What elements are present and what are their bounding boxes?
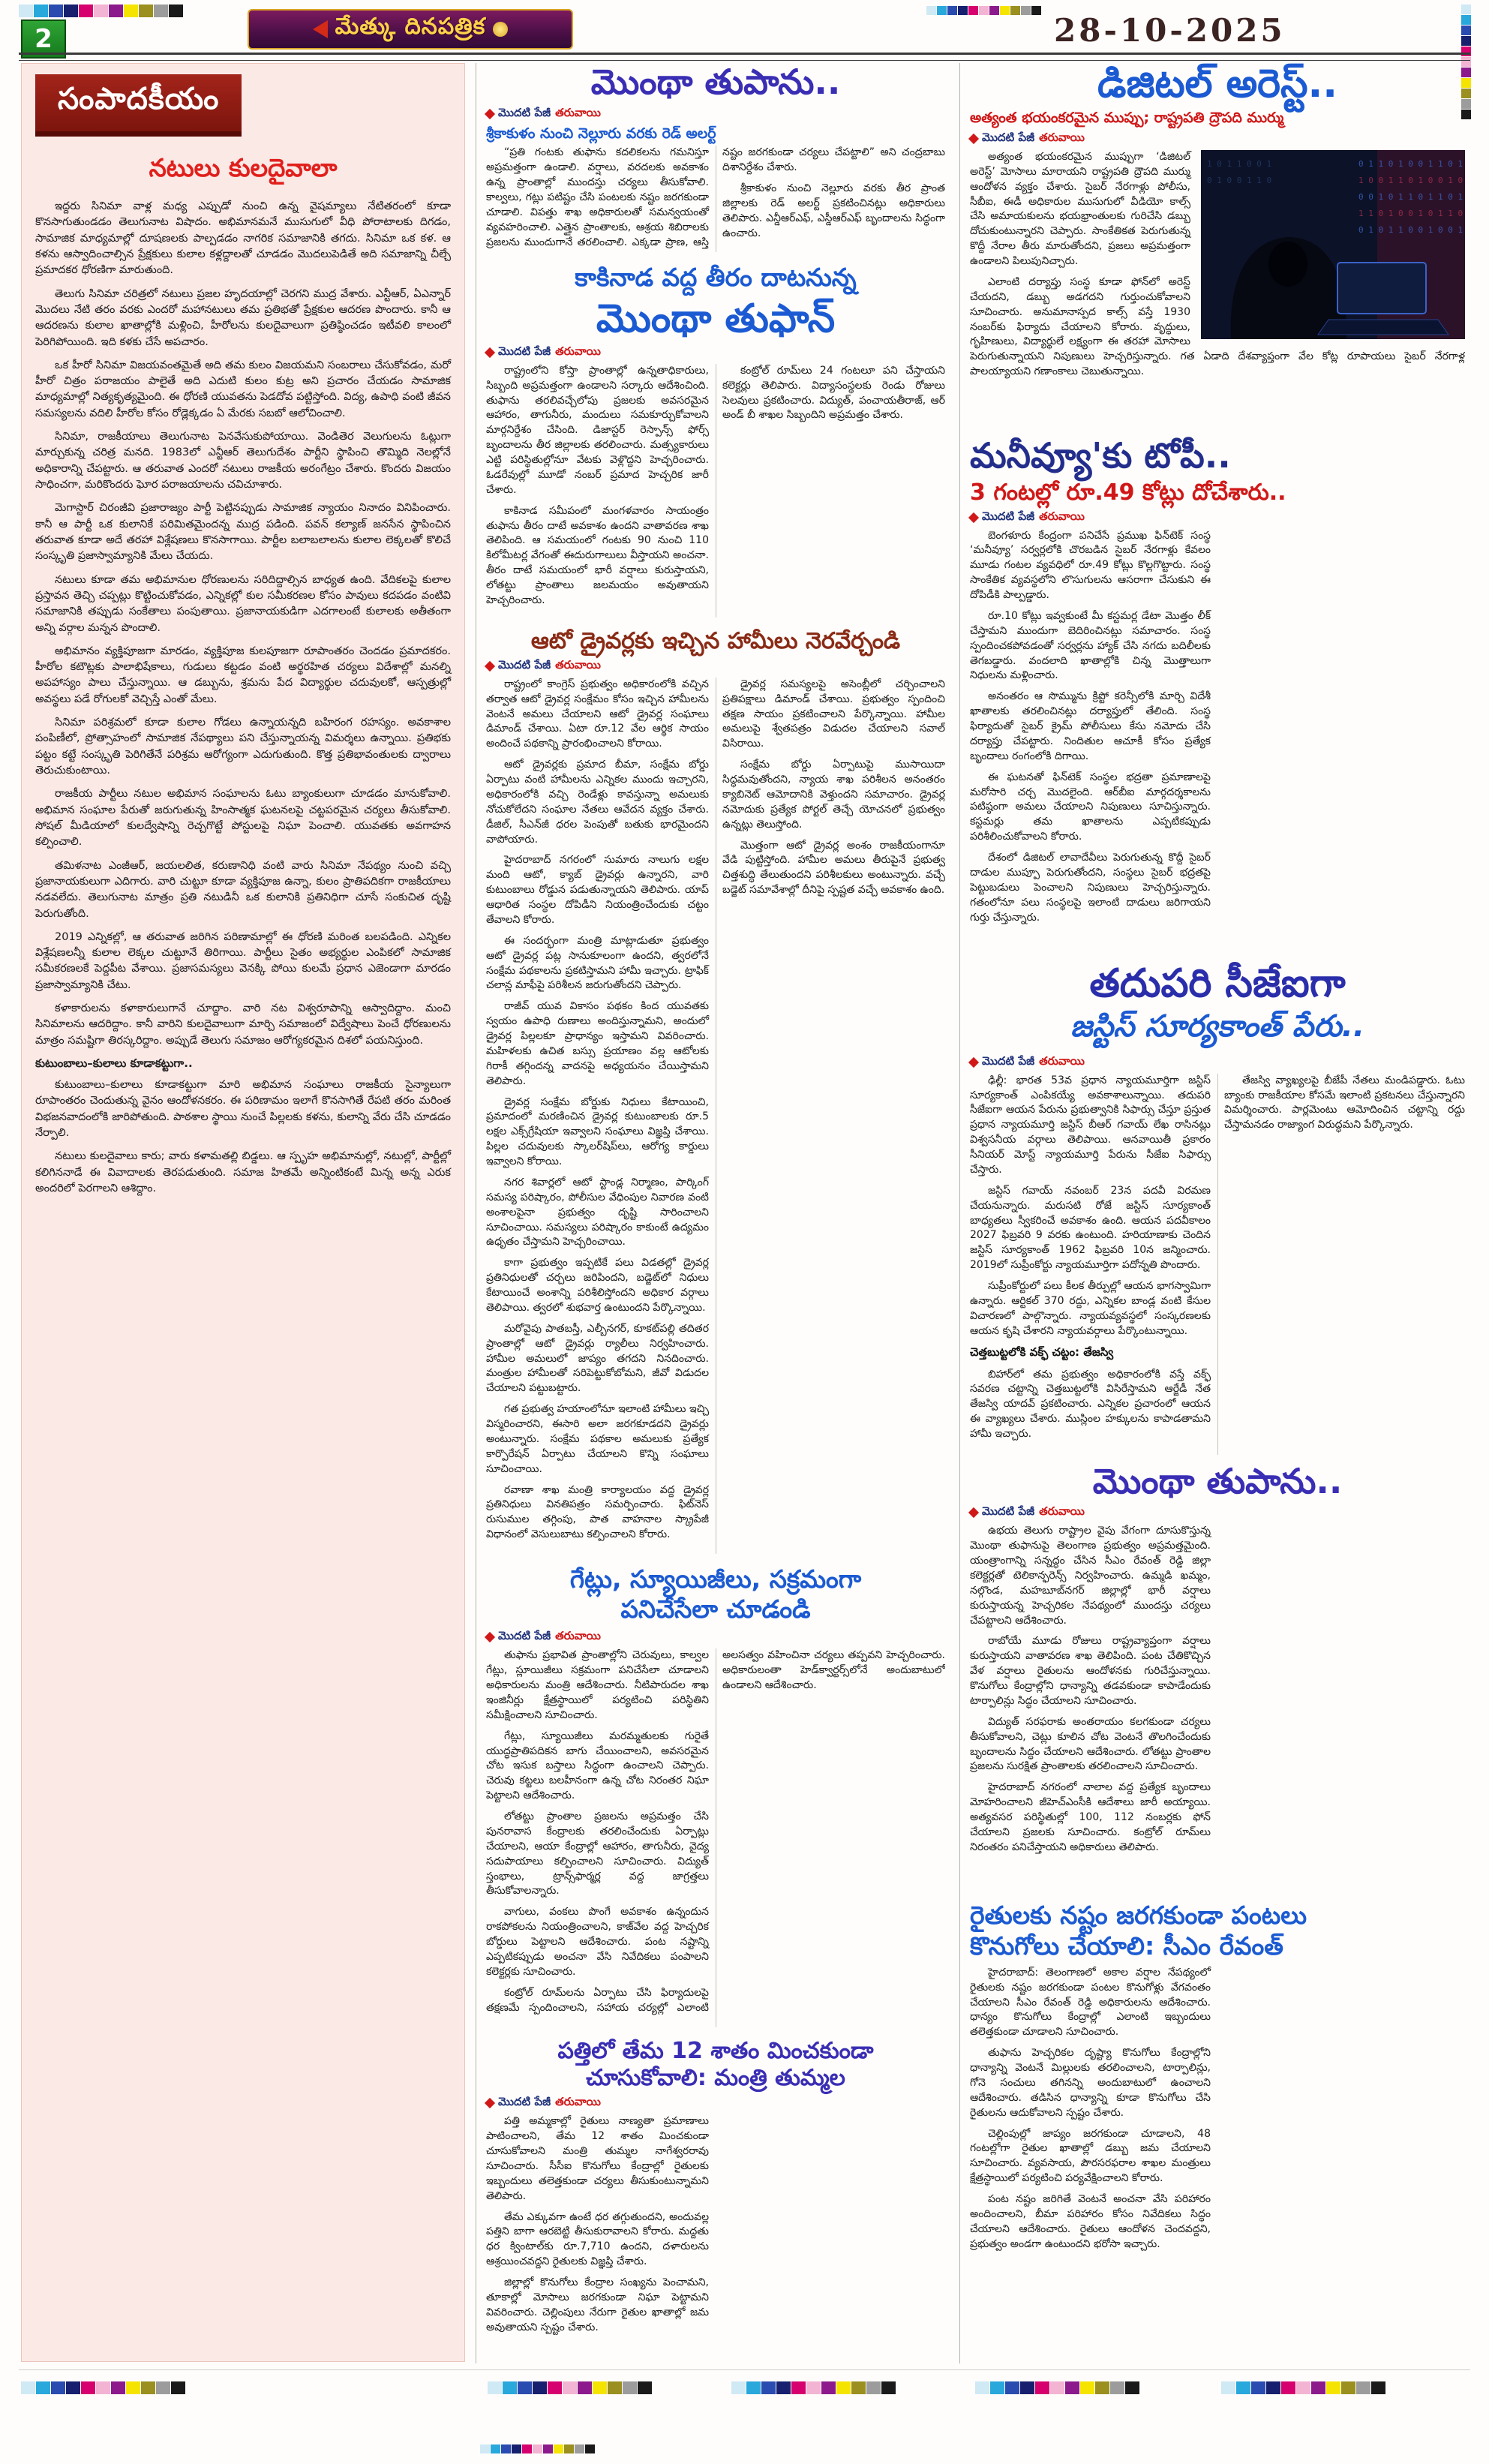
continued-label: మొదటి పేజీ <box>498 2095 551 2109</box>
color-swatch <box>1221 2381 1235 2394</box>
color-swatch <box>533 2444 542 2453</box>
paragraph: జిల్లాల్లో కొనుగోలు కేంద్రాల సంఖ్యను పెంచామని, తూకాల్లో మోసాలు జరగకుండా నిఘా పెట్టామని వివరించారు. చెల్లింపులు నేరుగా రైతుల ఖాతాల్లో జమ అవుతాయని స్పష్టం చేశారు. <box>486 2276 709 2333</box>
continued-icon <box>968 1057 979 1068</box>
paragraph: హైదరాబాద్: తెలంగాణలో అకాల వర్షాల నేపథ్యంలో రైతులకు నష్టం జరగకుండా పంటల కొనుగోళ్లు వేగవంతం చేయాలని సీఎం రేవంత్ రెడ్డి అధికారులను ఆదేశించారు. ధాన్యం కొనుగోలు కేంద్రాల్లో ఎలాంటి ఇబ్బందులు తలెత్తకుండా చూడాలని సూచించారు. <box>970 1966 1211 2039</box>
color-swatch <box>1050 2381 1064 2394</box>
masthead-title: మేత్కు దినపత్రిక <box>335 14 486 40</box>
continued-label-2: తరువాయి <box>555 344 601 358</box>
paragraph: మెగాస్టార్ చిరంజీవి ప్రజారాజ్యం పార్టీ పెట్టినప్పుడు సామాజిక న్యాయం నినాదం వినిపించారు. కానీ ఆ పార్టీ ఒక కులానికే పరిమితమైందన్న ముద్ర పడింది. పవన్ కల్యాణ్ జనసేన స్థాపించిన తరువాత కూడా అదే తరహా విశ్లేషణలు కొనసాగాయి. పార్టీల బలాబలాలను కులాల లెక్కలతో కొలిచే సంస్కృతి ప్రజాస్వామ్యానికి మేలు చేయదు. <box>35 502 451 563</box>
header-rule <box>19 53 1470 61</box>
color-swatch <box>171 2381 185 2394</box>
right-column <box>970 63 1465 2284</box>
farmers-headline-line1: రైతులకు నష్టం జరగకుండా పంటలు <box>970 1901 1307 1931</box>
paragraph: నగర శివార్లలో ఆటో స్టాండ్ల నిర్మాణం, పార్కింగ్ సమస్య పరిష్కారం, పోలీసుల వేధింపుల నివారణ వంటి అంశాలపైనా ప్రభుత్వం దృష్టి సారించాలని సూచించాయి. సమస్యలు పరిష్కారం కాకుంటే ఉద్యమం ఉధృతం చేస్తామని హెచ్చరించాయి. <box>486 1176 709 1249</box>
color-swatch <box>791 2381 806 2394</box>
paragraph: రాజకీయ పార్టీలు నటుల అభిమాన సంఘాలను ఓటు బ్యాంకులుగా చూడడం మానుకోవాలి. అభిమాన సంఘాల పేరుతో జరుగుతున్న హింసాత్మక ఘటనలపై చట్టపరమైన చర్యలు తీసుకోవాలి. సోషల్ మీడియాలో కులద్వేషాన్ని రెచ్చగొట్టే పోస్టులపై నిఘా పెంచాలి. యువతకు అవగాహన కల్పించాలి. <box>35 788 451 849</box>
registration-strip <box>975 2381 1139 2394</box>
color-swatch <box>554 2444 563 2453</box>
editorial-inline-subhead: కుటుంబాలు–కులాలు కూడాకట్టుగా.. <box>35 1056 193 1070</box>
color-swatch <box>761 2381 776 2394</box>
registration-strip <box>926 6 1041 15</box>
footer-rule <box>19 2369 1470 2370</box>
paragraph: శ్రీకాకుళం నుంచి నెల్లూరు వరకు తీర ప్రాంత జిల్లాలకు రెడ్ అలర్ట్ ప్రకటించినట్లు అధికారులు తెలిపారు. ఎన్డీఆర్ఎఫ్, ఎస్డీఆర్ఎఫ్ బృందాలను సిద్ధంగా ఉంచారు. <box>722 182 945 239</box>
color-swatch <box>593 2381 607 2394</box>
registration-strip <box>19 5 183 17</box>
paragraph: ఢిల్లీ: భారత 53వ ప్రధాన న్యాయమూర్తిగా జస్టిస్ సూర్యకాంత్ ఎంపికయ్యే అవకాశాలున్నాయి. తదుపరి సీజేఐగా ఆయన పేరును ప్రభుత్వానికి సిఫార్సు చేస్తూ ప్రస్తుత ప్రధాన న్యాయమూర్తి జస్టిస్ బీఆర్ గవాయ్ లేఖ రాసినట్లు విశ్వసనీయ వర్గాలు తెలిపాయి. ఆనవాయితీ ప్రకారం సీనియర్ మోస్ట్ న్యాయమూర్తి పేరును సీజేఐ సిఫార్సు చేస్తారు. <box>970 1074 1211 1176</box>
paragraph: తమిళనాట ఎంజీఆర్, జయలలిత, కరుణానిధి వంటి వారు సినిమా నేపథ్యం నుంచి వచ్చి ప్రజానాయకులుగా ఎదిగారు. వారి చుట్టూ కూడా వ్యక్తిపూజ ఉన్నా, కులం ప్రాతిపదికగా రాజకీయాలు నడవలేదు. తెలుగునాట మాత్రం ప్రతి నటుడినీ ఒక కులానికి ప్రతినిధిగా చూసే సంకుచిత దృష్టి పెరుగుతోంది. <box>35 859 451 920</box>
color-swatch <box>881 2381 896 2394</box>
color-swatch <box>1371 2381 1385 2394</box>
color-swatch <box>806 2381 821 2394</box>
continued-from-tag <box>486 1629 945 1645</box>
paragraph: మొత్తంగా ఆటో డ్రైవర్ల అంశం రాజకీయంగానూ వేడి పుట్టిస్తోంది. హామీల అమలు తీరుపైనే ప్రభుత్వ చిత్తశుద్ధి తేలుతుందని పరిశీలకులు అంటున్నారు. వచ్చే బడ్జెట్ సమావేశాల్లో దీనిపై స్పష్టత వచ్చే అవకాశం ఉంది. <box>722 839 945 897</box>
color-swatch <box>990 2381 1004 2394</box>
paragraph: ఒక హీరో సినిమా విజయవంతమైతే అది తమ కులం విజయమని సంబరాలు చేసుకోవడం, మరో హీరో చిత్రం పరాజయం పాలైతే అది ఎదుటి కులం కుట్ర అని ప్రచారం చేయడం సామాజిక మాధ్యమాల్లో నిత్యకృత్యమైంది. ఈ ధోరణి యువతను పెడదోవ పట్టిస్తోంది. విద్య, ఉపాధి వంటి జీవన సమస్యలను వదిలి హీరోల కోసం రోడ్లెక్కడం ఏ మేరకు సబబో ఆలోచించాలి. <box>35 359 451 419</box>
color-swatch <box>585 2444 595 2453</box>
paragraph: పత్తి అమ్మకాల్లో రైతులు నాణ్యతా ప్రమాణాలు పాటించాలని, తేమ 12 శాతం మించకుండా చూసుకోవాలని మంత్రి తుమ్మల నాగేశ్వరరావు సూచించారు. సీసీఐ కొనుగోలు కేంద్రాల్లో రైతులకు ఇబ్బందులు తలెత్తకుండా చర్యలు తీసుకుంటున్నామని తెలిపారు. <box>486 2115 709 2202</box>
continued-icon <box>968 134 979 144</box>
color-swatch <box>1020 2381 1034 2394</box>
continued-icon <box>485 661 495 672</box>
paragraph: నటులు కూడా తమ అభిమానుల ధోరణులను సరిదిద్దాల్సిన బాధ్యత ఉంది. వేదికలపై కులాల ప్రస్తావన తెచ్చి చప్పట్లు కొట్టించుకోవడం, ఎన్నికల్లో కుల సమీకరణల కోసం పావులు కదపడం వంటివి సమాజానికి తప్పుడు సంకేతాలు పంపుతాయి. ప్రజానాయకుడిగా ఎదగాలంటే కులాలకు అతీతంగా అన్ని వర్గాల మన్నన పొందాలి. <box>35 573 451 634</box>
laptop-screen <box>1337 263 1426 314</box>
gates-headline-line2: పనిచేసేలా చూడండి <box>620 1594 811 1624</box>
continued-label: మొదటి పేజీ <box>982 509 1035 523</box>
montha-lead-headline: మొంథా తుపాను.. <box>590 62 841 102</box>
color-swatch <box>937 6 947 15</box>
color-swatch <box>1461 5 1471 14</box>
continued-from-tag <box>486 2095 945 2111</box>
landfall-body <box>486 364 945 618</box>
color-swatch <box>1356 2381 1370 2394</box>
masthead-emblem-icon <box>493 22 508 37</box>
paragraph: కంట్రోల్ రూమ్‌లు 24 గంటలూ పని చేస్తాయని కలెక్టర్లు తెలిపారు. విద్యాసంస్థలకు రెండు రోజులు సెలవులు ప్రకటించారు. విద్యుత్, పంచాయతీరాజ్, ఆర్ అండ్ బీ శాఖల సిబ్బందిని అప్రమత్తం చేశారు. <box>722 364 945 422</box>
continued-label: మొదటి పేజీ <box>498 657 551 672</box>
paragraph: తుఫాను హెచ్చరికల దృష్ట్యా కొనుగోలు కేంద్రాల్లోని ధాన్యాన్ని వెంటనే మిల్లులకు తరలించాలని, టార్పాలిన్లు, గోనె సంచులు తగినన్ని అందుబాటులో ఉంచాలని ఆదేశించారు. తడిసిన ధాన్యాన్ని కూడా కొనుగోలు చేసి రైతులను ఆదుకోవాలని స్పష్టం చేశారు. <box>970 2047 1211 2119</box>
color-swatch <box>989 6 999 15</box>
color-swatch <box>821 2381 836 2394</box>
color-swatch <box>968 6 978 15</box>
continued-label-2: తరువాయి <box>1039 1504 1085 1519</box>
continued-icon <box>485 347 495 358</box>
continued-icon <box>485 109 495 119</box>
continued-label-2: తరువాయి <box>1039 1053 1085 1068</box>
paragraph: అత్యంత భయంకరమైన ముప్పుగా ‘డిజిటల్ అరెస్ట్’ మోసాలు మారాయని రాష్ట్రపతి ద్రౌపది ముర్ము ఆందోళన వ్యక్తం చేశారు. సైబర్ నేరగాళ్లు పోలీసు, సీబీఐ, ఈడీ అధికారుల ముసుగులో వీడియో కాల్స్ చేసి అమాయకులను భయభ్రాంతులకు గురిచేసి డబ్బు దోచుకుంటున్నారని చెప్పారు. సాంకేతికత పెరుగుతున్న కొద్దీ నేరాల తీరు మారుతోందని, ప్రజలు అప్రమత్తంగా ఉండాలని పిలుపునిచ్చారు. <box>970 150 1190 268</box>
color-swatch <box>1010 6 1020 15</box>
color-swatch <box>126 2381 140 2394</box>
svg-text:0 1 0 0 1 1 0: 0 1 0 0 1 1 0 <box>1207 175 1272 185</box>
registration-strip <box>731 2381 896 2394</box>
paragraph: ఈ ఘటనతో ఫిన్‌టెక్ సంస్థల భద్రతా ప్రమాణాలపై మరోసారి చర్చ మొదలైంది. ఆర్‌బీఐ మార్గదర్శకాలను పటిష్ఠంగా అమలు చేయాలని నిపుణులు సూచిస్తున్నారు. కస్టమర్లు తమ ఖాతాలను ఎప్పటికప్పుడు పరిశీలించుకోవాలని కోరారు. <box>970 771 1211 843</box>
color-swatch <box>34 5 48 17</box>
paragraph: హైదరాబాద్ నగరంలో నాలాల వద్ద ప్రత్యేక బృందాలు మోహరించాలని జీహెచ్ఎంసీకి ఆదేశాలు జారీ అయ్యాయి. అత్యవసర పరిస్థితుల్లో 100, 112 నంబర్లకు ఫోన్ చేయాలని ప్రజలకు సూచించారు. కంట్రోల్ రూమ్‌లు నిరంతరం పనిచేస్తాయని అధికారులు తెలిపారు. <box>970 1781 1211 1853</box>
color-swatch <box>21 2381 35 2394</box>
cji-inline-subhead: చెత్తబుట్టలోకి వక్ఫ్ చట్టం: తేజస్వి <box>970 1345 1114 1359</box>
color-swatch <box>563 2381 577 2394</box>
color-swatch <box>926 6 936 15</box>
color-swatch <box>623 2381 637 2394</box>
continued-from-tag <box>970 1504 1465 1521</box>
color-swatch <box>66 2381 80 2394</box>
masthead-banner <box>248 9 573 50</box>
color-swatch <box>96 2381 110 2394</box>
paragraph: తుఫాను ప్రభావిత ప్రాంతాల్లోని చెరువులు, కాల్వల గేట్లు, స్లూయిజీలు సక్రమంగా పనిచేసేలా చూడాలని అధికారులను మంత్రి ఆదేశించారు. నీటిపారుదల శాఖ ఇంజినీర్లు క్షేత్రస్థాయిలో పర్యటించి పరిస్థితిని సమీక్షించాలని సూచించారు. <box>486 1649 709 1721</box>
laptop-keyboard <box>1318 320 1448 335</box>
color-swatch <box>141 2381 155 2394</box>
svg-text:1 0 0 1 1 0 1 0 0 1 0: 1 0 0 1 1 0 1 0 0 1 0 <box>1358 175 1463 185</box>
montha-ts-body <box>970 1524 1465 1893</box>
color-swatch <box>503 2381 517 2394</box>
paragraph: రాబోయే మూడు రోజులు రాష్ట్రవ్యాప్తంగా వర్షాలు కురుస్తాయని వాతావరణ శాఖ తెలిపింది. పంట చేతికొచ్చిన వేళ వర్షాలు రైతులను ఆందోళనకు గురిచేస్తున్నాయి. కొనుగోలు కేంద్రాల్లోని ధాన్యాన్ని తడవకుండా కాపాడేందుకు టార్పాలిన్లు సిద్ధం చేయాలని సూచించారు. <box>970 1635 1211 1707</box>
paragraph: కంట్రోల్ రూమ్‌లను ఏర్పాటు చేసి ఫిర్యాదులపై తక్షణమే స్పందించాలని, సహాయ చర్యల్లో ఎలాంటి అలసత్వం వహించినా చర్యలు తప్పవని హెచ్చరించారు. అధికారులంతా హెడ్‌క్వార్టర్స్‌లోనే అందుబాటులో ఉండాలని ఆదేశించారు. <box>486 1649 945 2014</box>
color-swatch <box>1236 2381 1250 2394</box>
paragraph: తెలుగు సినిమా చరిత్రలో నటులు ప్రజల హృదయాల్లో చెరగని ముద్ర వేశారు. ఎన్టీఆర్, ఏఎన్నార్ మొదలు నేటి తరం వరకు ఎందరో మహానటులు తమ ప్రతిభతో ప్రేక్షకుల ఆదరణ పొందారు. కానీ ఆ ఆదరణను కులాల ఖాతాల్లోకి మళ్లించి, హీరోలను కులదైవాలుగా ప్రతిష్ఠించడం ఇటీవలి కాలంలో పెరిగిపోయింది. ఇది కళకు చేసే అపచారం. <box>35 287 451 348</box>
paragraph: బెంగళూరు కేంద్రంగా పనిచేసే ప్రముఖ ఫిన్‌టెక్ సంస్థ ‘మనీవ్యూ’ సర్వర్లలోకి చొరబడిన సైబర్ నేరగాళ్లు కేవలం మూడు గంటల వ్యవధిలో రూ.49 కోట్లు కొల్లగొట్టారు. సంస్థ సాంకేతిక వ్యవస్థలోని లొసుగులను ఆసరాగా చేసుకుని ఈ దోపిడీకి పాల్పడ్డారు. <box>970 529 1211 601</box>
color-swatch <box>866 2381 881 2394</box>
paragraph: తేజస్వి వ్యాఖ్యలపై బీజేపీ నేతలు మండిపడ్డారు. ఓటు బ్యాంకు రాజకీయాల కోసమే ఇలాంటి ప్రకటనలు చేస్తున్నారని విమర్శించారు. పార్లమెంటు ఆమోదించిన చట్టాన్ని రద్దు చేస్తామనడం రాజ్యాంగ విరుద్ధమని పేర్కొన్నారు. <box>1224 1074 1465 1131</box>
paragraph: డ్రైవర్ల సమస్యలపై అసెంబ్లీలో చర్చించాలని ప్రతిపక్షాలు డిమాండ్ చేశాయి. ప్రభుత్వం స్పందించి తక్షణ సాయం ప్రకటించాలని పేర్కొన్నాయి. హామీల అమలుపై శ్వేతపత్రం విడుదల చేయాలని సవాల్ విసిరాయి. <box>722 678 945 750</box>
continued-from-tag <box>970 131 1465 147</box>
continued-label: మొదటి పేజీ <box>982 1504 1035 1519</box>
registration-strip <box>21 2381 185 2394</box>
svg-text:0 1 1 0 1 0 0 1 1 0 1: 0 1 1 0 1 0 0 1 1 0 1 <box>1358 158 1463 169</box>
color-swatch <box>575 2444 584 2453</box>
paragraph: అభిమానం వ్యక్తిపూజగా మారడం, వ్యక్తిపూజ కులపూజగా రూపాంతరం చెందడం ప్రమాదకరం. హీరోల కటౌట్లకు పాలాభిషేకాలు, గుడులు కట్టడం వంటి అర్థరహిత చర్యలు విదేశాల్లో మనల్ని అపహాస్యం పాలు చేస్తున్నాయి. ఆ డబ్బును, శ్రమను పేద విద్యార్థుల చదువులకో, ఆస్పత్రుల్లో అవస్థలు పడే రోగులకో వెచ్చిస్తే ఎంతో మేలు. <box>35 645 451 705</box>
digital-arrest-photo <box>1201 150 1465 339</box>
landfall-kicker: కాకినాడ వద్ద తీరం దాటనున్న <box>575 263 857 293</box>
continued-label: మొదటి పేజీ <box>982 130 1035 144</box>
color-swatch <box>533 2381 547 2394</box>
moneyview-body <box>970 529 1465 955</box>
paragraph: వాగులు, వంకలు పొంగే అవకాశం ఉన్నందున రాకపోకలను నియంత్రించాలని, కాజ్‌వేల వద్ద హెచ్చరిక బోర్డులు పెట్టాలని ఆదేశించారు. పంట నష్టాన్ని ఎప్పటికప్పుడు అంచనా వేసి నివేదికలు పంపాలని కలెక్టర్లకు సూచించారు. <box>486 1906 709 1978</box>
paragraph: ఇద్దరు సినిమా వాళ్ల మధ్య ఎప్పుడో నుంచి ఉన్న వైషమ్యాలు నేటితరంలో కూడా కొనసాగుతుండడం తెలుగునాట విషాదం. అభిమానమనే ముసుగులో వీధి పోరాటాలకు దిగడం, సామాజిక మాధ్యమాల్లో దూషణలకు పాల్పడడం నాగరిక సమాజానికి తగదు. సినిమా ఒక కళ. ఆ కళను ఆస్వాదించాల్సిన ప్రేక్షకులు కులాల కళ్లద్దాలతో చూడడం మొదలుపెడితే అది సమాజాన్ని చీల్చే ప్రమాదకర ధోరణిగా మారుతుంది. <box>35 200 451 277</box>
continued-from-tag <box>486 106 945 122</box>
color-swatch <box>1031 6 1041 15</box>
color-swatch <box>1461 36 1471 46</box>
landfall-headline: మొంథా తుఫాన్ <box>596 296 836 341</box>
color-swatch <box>564 2444 574 2453</box>
color-swatch <box>64 5 78 17</box>
digital-arrest-headline: డిజిటల్ అరెస్ట్.. <box>1097 62 1338 107</box>
montha-ts-headline: మొంథా తుపాను.. <box>1092 1460 1343 1501</box>
color-swatch <box>139 5 153 17</box>
editorial-section-title: సంపాదకీయం <box>35 74 242 137</box>
color-swatch <box>518 2381 532 2394</box>
color-swatch <box>975 2381 989 2394</box>
svg-text:1 1 0 1 0 0 1 0 1 1 0: 1 1 0 1 0 0 1 0 1 1 0 <box>1358 208 1463 218</box>
page-number: 2 <box>21 20 66 59</box>
paragraph: జస్టిస్ గవాయ్ నవంబర్ 23న పదవీ విరమణ చేయనున్నారు. మరుసటి రోజే జస్టిస్ సూర్యకాంత్ బాధ్యతలు స్వీకరించే అవకాశం ఉంది. ఆయన పదవీకాలం 2027 ఫిబ్రవరి 9 వరకు ఉంటుంది. హరియాణాకు చెందిన జస్టిస్ సూర్యకాంత్ 1962 ఫిబ్రవరి 10న జన్మించారు. 2019లో సుప్రీంకోర్టు న్యాయమూర్తిగా పదోన్నతి పొందారు. <box>970 1184 1211 1272</box>
continued-label-2: తరువాయి <box>555 657 601 672</box>
color-swatch <box>51 2381 65 2394</box>
continued-label-2: తరువాయి <box>1039 509 1085 523</box>
paragraph: గత ప్రభుత్వ హయాంలోనూ ఇలాంటి హామీలు ఇచ్చి విస్మరించారని, ఈసారి అలా జరగకూడదని డ్రైవర్లు అంటున్నారు. సంక్షేమ పథకాల అమలుకు ప్రత్యేక కార్పొరేషన్ ఏర్పాటు చేయాలని కొన్ని సంఘాలు సూచించాయి. <box>486 1403 709 1475</box>
paragraph: లోతట్టు ప్రాంతాల ప్రజలను అప్రమత్తం చేసి పునరావాస కేంద్రాలకు తరలించేందుకు ఏర్పాట్లు చేయాలని, ఆయా కేంద్రాల్లో ఆహారం, తాగునీరు, వైద్య సదుపాయాలు కల్పించాలని సూచించారు. విద్యుత్ స్తంభాలు, ట్రాన్స్‌ఫార్మర్ల వద్ద జాగ్రత్తలు తీసుకోవాలన్నారు. <box>486 1810 709 1898</box>
paragraph: విద్యుత్ సరఫరాకు అంతరాయం కలగకుండా చర్యలు తీసుకోవాలని, చెట్లు కూలిన చోట వెంటనే తొలగించేందుకు బృందాలను సిద్ధం చేయాలని ఆదేశించారు. లోతట్టు ప్రాంతాల ప్రజలను సురక్షిత ప్రాంతాలకు తరలించాలని సూచించారు. <box>970 1715 1211 1773</box>
color-swatch <box>776 2381 791 2394</box>
svg-text:0 0 1 0 1 1 0 1 1 0 1: 0 0 1 0 1 1 0 1 1 0 1 <box>1358 191 1463 202</box>
paragraph: హైదరాబాద్ నగరంలో సుమారు నాలుగు లక్షల మంది ఆటో, క్యాబ్ డ్రైవర్లు ఉన్నారని, వారి కుటుంబాలు రోడ్డున పడుతున్నాయని తెలిపారు. యాప్ ఆధారిత సంస్థల దోపిడీని నియంత్రించేందుకు చట్టం తేవాలని కోరారు. <box>486 854 709 926</box>
paragraph: పంట నష్టం జరిగితే వెంటనే అంచనా వేసి పరిహారం అందించాలని, బీమా పరిహారం కోసం నివేదికలు సిద్ధం చేయాలని ఆదేశించారు. రైతులు ఆందోళన చెందవద్దని, ప్రభుత్వం అండగా ఉంటుందని భరోసా ఇచ్చారు. <box>970 2193 1211 2250</box>
digital-arrest-subhead: అత్యంత భయంకరమైన ముప్పు; రాష్ట్రపతి ద్రౌపది ముర్ము <box>970 110 1284 127</box>
digital-arrest-body-wrap <box>970 150 1465 429</box>
color-swatch <box>1461 26 1471 35</box>
color-swatch <box>501 2444 511 2453</box>
color-swatch <box>1005 2381 1019 2394</box>
color-swatch <box>1266 2381 1280 2394</box>
gates-body <box>486 1648 945 2027</box>
paragraph: “ప్రతి గంటకు తుఫాను కదలికలను గమనిస్తూ అప్రమత్తంగా ఉండాలి. వర్షాలు, వరదలకు అవకాశం ఉన్న ప్రాంతాల్లో ముందస్తు చర్యలు తీసుకోవాలి. కాల్వలు, గట్లు పటిష్టం చేసి పంటలకు నష్టం జరగకుండా చూడాలి. విపత్తు శాఖ అధికారులతో సమన్వయంతో వ్యవహరించాలి. ఎత్తైన ప్రాంతాలకు, ఆశ్రయ శిబిరాలకు ప్రజలను ముందుగానే తరలించాలి. ఎక్కడా ప్రాణ, ఆస్తి నష్టం జరగకుండా చర్యలు చేపట్టాలి” అని చంద్రబాబు దిశానిర్దేశం చేశారు. <box>486 146 945 248</box>
editorial-body-continued <box>35 1077 451 1197</box>
cotton-headline-line1: పత్తిలో తేమ 12 శాతం మించకుండా <box>557 2038 874 2065</box>
color-swatch <box>94 5 108 17</box>
color-swatch <box>638 2381 652 2394</box>
color-swatch <box>548 2381 562 2394</box>
moneyview-headline: మనీవ్యూ'కు టోపీ.. <box>970 434 1231 476</box>
color-swatch <box>1326 2381 1340 2394</box>
continued-label-2: తరువాయి <box>555 105 601 119</box>
paragraph: అనంతరం ఆ సొమ్మును క్రిప్టో కరెన్సీలోకి మార్చి విదేశీ ఖాతాలకు తరలించినట్లు దర్యాప్తులో తేలింది. సంస్థ ఫిర్యాదుతో సైబర్ క్రైమ్ పోలీసులు కేసు నమోదు చేసి దర్యాప్తు చేపట్టారు. నిందితుల ఆచూకీ కోసం ప్రత్యేక బృందాలు రంగంలోకి దిగాయి. <box>970 690 1211 762</box>
color-swatch <box>608 2381 622 2394</box>
color-swatch <box>1281 2381 1295 2394</box>
paragraph: బిహార్‌లో తమ ప్రభుత్వం అధికారంలోకి వస్తే వక్ఫ్ సవరణ చట్టాన్ని చెత్తబుట్టలోకి విసిరేస్తామని ఆర్జేడీ నేత తేజస్వి యాదవ్ ప్రకటించారు. ఎన్నికల ప్రచారంలో ఆయన ఈ వ్యాఖ్యలు చేశారు. ముస్లింల హక్కులను కాపాడతామని హామీ ఇచ్చారు. <box>970 1368 1211 1441</box>
continued-icon <box>968 1507 979 1518</box>
paragraph: కాకినాడ సమీపంలో మంగళవారం సాయంత్రం తుఫాను తీరం దాటే అవకాశం ఉందని వాతావరణ శాఖ తెలిపింది. ఆ సమయంలో గంటకు 90 నుంచి 110 కిలోమీటర్ల వేగంతో ఈదురుగాలులు వీస్తాయని అంచనా. తీరం దాటే సమయంలో భారీ వర్షాలు కురుస్తాయని, లోతట్టు ప్రాంతాలు జలమయం అవుతాయని హెచ్చరించారు. <box>486 504 709 606</box>
color-swatch <box>79 5 93 17</box>
paragraph: సంక్షేమ బోర్డు ఏర్పాటుపై ముసాయిదా సిద్ధమవుతోందని, న్యాయ శాఖ పరిశీలన అనంతరం క్యాబినెట్ ఆమోదానికి వెళ్తుందని సమాచారం. డ్రైవర్ల నమోదుకు ప్రత్యేక పోర్టల్ తెచ్చే యోచనలో ప్రభుత్వం ఉన్నట్లు తెలుస్తోంది. <box>722 759 945 831</box>
continued-icon <box>968 512 979 522</box>
paragraph: సినిమా, రాజకీయాలు తెలుగునాట పెనవేసుకుపోయాయి. వెండితెర వెలుగులను ఓట్లుగా మార్చుకున్న చరిత్ర మనది. 1983లో ఎన్టీఆర్ తెలుగుదేశం పార్టీని స్థాపించి తొమ్మిది నెలల్లోనే అధికారాన్ని చేపట్టారు. ఆ తరువాత ఎందరో నటులు రాజకీయ అరంగేట్రం చేశారు. కొందరు విజయం సాధించగా, మరికొందరు ఘోర పరాజయాలను చవిచూశారు. <box>35 431 451 491</box>
continued-label-2: తరువాయి <box>555 2095 601 2109</box>
paragraph: కళాకారులను కళాకారులుగానే చూద్దాం. వారి నట విశ్వరూపాన్ని ఆస్వాదిద్దాం. మంచి సినిమాలను ఆదరిద్దాం. కానీ వారిని కులదైవాలుగా మార్చి సమాజంలో విద్వేషాలు పెంచే ధోరణులను మాత్రం సమష్టిగా తిరస్కరిద్దాం. అప్పుడే తెలుగు సమాజం ఆరోగ్యకరమైన దిశలో పయనిస్తుంది. <box>35 1002 451 1047</box>
paragraph: రాజీవ్ యువ వికాసం పథకం కింద యువతకు స్వయం ఉపాధి రుణాలు అందిస్తున్నామని, అందులో డ్రైవర్ల పిల్లలకూ ప్రాధాన్యం ఇస్తామని వివరించారు. మహిళలకు ఉచిత బస్సు ప్రయాణం వల్ల ఆటోలకు గిరాకీ తగ్గిందన్న వాదనపై అధ్యయనం చేయిస్తామని తెలిపారు. <box>486 1000 709 1087</box>
color-swatch <box>124 5 138 17</box>
registration-strip <box>1221 2381 1385 2394</box>
paragraph: రాష్ట్రంలోని కోస్తా ప్రాంతాల్లో ఉన్నతాధికారులు, సిబ్బంది అప్రమత్తంగా ఉండాలని సర్కారు ఆదేశించింది. తుఫాను తరలివచ్చేలోపు ప్రజలకు అవసరమైన ఆహారం, తాగునీరు, మందులు సమకూర్చుకోవాలని మార్గనిర్దేశం చేసింది. డిజాస్టర్ రెస్పాన్స్ ఫోర్స్ బృందాలను తీర జిల్లాలకు తరలించారు. మత్స్యకారులు ఎట్టి పరిస్థితుల్లోనూ వేటకు వెళ్లొద్దని హెచ్చరించారు. ఓడరేవుల్లో మూడో నంబర్ ప్రమాద హెచ్చరిక జారీ చేశారు. <box>486 364 709 496</box>
paragraph: కుటుంబాలు–కులాలు కూడాకట్టుగా మారి అభిమాన సంఘాలు రాజకీయ సైన్యాలుగా రూపాంతరం చెందుతున్న వైనం ఆందోళనకరం. ఈ పరిణామం ఇలాగే కొనసాగితే రేపటి తరం మరింత విభజనవాదంలోకి జారిపోతుంది. పాఠశాల స్థాయి నుంచే పిల్లలకు కళను, కులాన్ని వేరు చేసి చూడడం నేర్పాలి. <box>35 1079 451 1139</box>
paragraph: రాష్ట్రంలో కాంగ్రెస్ ప్రభుత్వం అధికారంలోకి వచ్చిన తర్వాత ఆటో డ్రైవర్ల సంక్షేమం కోసం ఇచ్చిన హామీలను వెంటనే అమలు చేయాలని ఆటో డ్రైవర్ల సంఘాలు డిమాండ్ చేశాయి. ఏటా రూ.12 వేల ఆర్థిక సాయం అందించే పథకాన్ని ప్రారంభించాలని కోరాయి. <box>486 678 709 750</box>
editorial-section <box>21 63 465 2362</box>
gates-headline-line1: గేట్లు, స్యూయిజీలు, సక్రమంగా <box>569 1564 862 1594</box>
column-divider <box>959 63 960 2363</box>
color-swatch <box>49 5 63 17</box>
color-swatch <box>543 2444 553 2453</box>
color-swatch <box>512 2444 521 2453</box>
editorial-body <box>35 199 451 1049</box>
paragraph: ఈ సందర్భంగా మంత్రి మాట్లాడుతూ ప్రభుత్వం ఆటో డ్రైవర్ల పట్ల సానుకూలంగా ఉందని, త్వరలోనే సంక్షేమ పథకాలను ప్రకటిస్తామని హామీ ఇచ్చారు. ట్రాఫిక్ చలాన్ల మాఫీపై పరిశీలన జరుగుతోందని చెప్పారు. <box>486 934 709 992</box>
continued-from-tag <box>486 658 945 675</box>
color-swatch <box>1110 2381 1124 2394</box>
color-swatch <box>169 5 183 17</box>
paragraph: గేట్లు, స్యూయిజీలు మరమ్మతులకు గురైతే యుద్ధప్రాతిపదికన బాగు చేయించాలని, అవసరమైన చోట ఇసుక బస్తాలు సిద్ధంగా ఉంచాలని చెప్పారు. చెరువు కట్టలు బలహీనంగా ఉన్న చోట నిరంతర నిఘా పెట్టాలని ఆదేశించారు. <box>486 1729 709 1802</box>
color-swatch <box>1095 2381 1109 2394</box>
color-swatch <box>1296 2381 1310 2394</box>
continued-label-2: తరువాయి <box>555 1629 601 1643</box>
color-swatch <box>1461 15 1471 25</box>
paragraph: కాగా ప్రభుత్వం ఇప్పటికే పలు విడతల్లో డ్రైవర్ల ప్రతినిధులతో చర్చలు జరిపిందని, బడ్జెట్‌లో నిధులు కేటాయించే అంశాన్ని పరిశీలిస్తోందని అధికార వర్గాలు తెలిపాయి. త్వరలో శుభవార్త ఉంటుందని పేర్కొన్నాయి. <box>486 1257 709 1314</box>
farmers-body <box>970 1966 1465 2284</box>
color-swatch <box>1251 2381 1265 2394</box>
paragraph: డ్రైవర్ల సంక్షేమ బోర్డుకు నిధులు కేటాయించి, ప్రమాదంలో మరణించిన డ్రైవర్ల కుటుంబాలకు రూ.5 లక్షల ఎక్స్‌గ్రేషియా ఇవ్వాలని సంఘాలు విజ్ఞప్తి చేశాయి. పిల్లల చదువులకు స్కాలర్‌షిప్‌లు, ఆరోగ్య కార్డులు ఇవ్వాలని కోరాయి. <box>486 1095 709 1167</box>
montha-lead-subhead: శ్రీకాకుళం నుంచి నెల్లూరు వరకు రెడ్ అలర్ట్ <box>486 125 716 142</box>
paragraph: తేమ ఎక్కువగా ఉంటే ధర తగ్గుతుందని, అందువల్ల పత్తిని బాగా ఆరబెట్టి తీసుకురావాలని కోరారు. మద్దతు ధర క్వింటాల్‌కు రూ.7,710 ఉందని, దళారులను ఆశ్రయించవద్దని రైతులకు విజ్ఞప్తి చేశారు. <box>486 2210 709 2268</box>
auto-drivers-headline: ఆటో డ్రైవర్లకు ఇచ్చిన హామీలు నెరవేర్చండి <box>530 627 901 654</box>
paragraph: ఆటో డ్రైవర్లకు ప్రమాద బీమా, సంక్షేమ బోర్డు ఏర్పాటు వంటి హామీలను ఎన్నికల ముందు ఇచ్చారని, అధికారంలోకి వచ్చి రెండేళ్లు కావస్తున్నా అమలుకు నోచుకోలేదని సంఘాల నేతలు ఆవేదన వ్యక్తం చేశారు. డీజిల్, సీఎన్‌జీ ధరల పెంపుతో బతుకు భారమైందని వాపోయారు. <box>486 759 709 846</box>
auto-drivers-body <box>486 678 945 1554</box>
color-swatch <box>81 2381 95 2394</box>
color-swatch <box>154 5 168 17</box>
middle-column <box>486 63 945 2348</box>
continued-from-tag <box>970 1054 1465 1071</box>
paragraph: చెల్లింపుల్లో జాప్యం జరగకుండా చూడాలని, 48 గంటల్లోగా రైతుల ఖాతాల్లో డబ్బు జమ చేయాలని సూచించారు. వ్యవసాయ, పౌరసరఫరాల శాఖల మంత్రులు క్షేత్రస్థాయిలో పర్యటించి పర్యవేక్షించాలని కోరారు. <box>970 2127 1211 2185</box>
registration-strip <box>480 2444 595 2453</box>
color-swatch <box>1125 2381 1139 2394</box>
cji-subhead: జస్టిస్ సూర్యకాంత్ పేరు.. <box>1070 1008 1365 1044</box>
cji-headline: తదుపరి సీజేఐగా <box>1089 960 1346 1006</box>
cotton-body <box>486 2114 945 2348</box>
color-swatch <box>522 2444 532 2453</box>
color-swatch <box>111 2381 125 2394</box>
continued-icon <box>485 1632 495 1642</box>
paragraph: 2019 ఎన్నికల్లో, ఆ తరువాత జరిగిన పరిణామాల్లో ఈ ధోరణి మరింత బలపడింది. ఎన్నికల విశ్లేషణలన్నీ కులాల లెక్కల చుట్టూనే తిరిగాయి. పార్టీలు సైతం అభ్యర్థుల ఎంపికలో సామాజిక సమీకరణలకే పెద్దపీట వేశాయి. ప్రజాసమస్యలు వెనక్కి పోయి కులమే ప్రధాన ఎజెండాగా మారడం ప్రజాస్వామ్యానికి చేటు. <box>35 930 451 991</box>
paragraph: మరోవైపు పాతబస్తీ, ఎల్బీనగర్, కూకట్‌పల్లి తదితర ప్రాంతాల్లో ఆటో డ్రైవర్లు ర్యాలీలు నిర్వహించారు. హామీల అమలులో జాప్యం తగదని నినదించారు. మంత్రుల హామీలతో సరిపెట్టుకోబోమని, జీవో విడుదల చేయాలని పట్టుబట్టారు. <box>486 1322 709 1395</box>
cji-body <box>970 1074 1465 1455</box>
color-swatch <box>1021 6 1031 15</box>
color-swatch <box>851 2381 866 2394</box>
continued-label: మొదటి పేజీ <box>498 344 551 358</box>
paragraph: రవాణా శాఖ మంత్రి కార్యాలయం వద్ద డ్రైవర్ల ప్రతినిధులు వినతిపత్రం సమర్పించారు. ఫిట్‌నెస్ రుసుముల తగ్గింపు, పాత వాహనాల స్క్రాపేజీ విధానంలో వెసులుబాటు కల్పించాలని కోరారు. <box>486 1483 709 1541</box>
paragraph: ఎలాంటి దర్యాప్తు సంస్థ కూడా ఫోన్‌లో అరెస్ట్ చేయదని, డబ్బు అడగదని గుర్తుంచుకోవాలని సూచించారు. అనుమానాస్పద కాల్స్ వస్తే 1930 నంబర్‌కు ఫిర్యాదు చేయాలని కోరారు. వృద్ధులు, గృహిణులు, విద్యార్థులే లక్ష్యంగా ఈ తరహా మోసాలు పెరుగుతున్నాయని నిపుణులు హెచ్చరిస్తున్నారు. గత ఏడాది దేశవ్యాప్తంగా వేల కోట్ల రూపాయలు సైబర్ నేరగాళ్ల పాలయ్యాయని గణాంకాలు చెబుతున్నాయి. <box>970 275 1465 378</box>
continued-icon <box>485 2098 495 2108</box>
paragraph: నటులు కులదైవాలు కారు; వారు కళామతల్లి బిడ్డలు. ఆ స్పృహ అభిమానుల్లో, నటుల్లో, పార్టీల్లో కలిగిననాడే ఈ వివాదాలకు తెరపడుతుంది. సమాజ హితమే అన్నింటికంటే మిన్న అన్న ఎరుక అందరిలో పెరగాలని ఆశిద్దాం. <box>35 1150 451 1194</box>
color-swatch <box>109 5 123 17</box>
color-swatch <box>746 2381 761 2394</box>
color-swatch <box>979 6 989 15</box>
continued-label: మొదటి పేజీ <box>498 1629 551 1643</box>
continued-label: మొదటి పేజీ <box>498 105 551 119</box>
moneyview-subhead: 3 గంటల్లో రూ.49 కోట్లు దోచేశారు.. <box>970 479 1286 506</box>
cotton-headline-line2: చూసుకోవాలి: మంత్రి తుమ్మల <box>586 2065 845 2092</box>
color-swatch <box>947 6 957 15</box>
color-swatch <box>1341 2381 1355 2394</box>
registration-strip <box>488 2381 652 2394</box>
color-swatch <box>836 2381 851 2394</box>
color-swatch <box>488 2381 502 2394</box>
hacker-illustration <box>1201 150 1465 339</box>
paragraph: ఉభయ తెలుగు రాష్ట్రాల వైపు వేగంగా దూసుకొస్తున్న మొంథా తుఫానుపై తెలంగాణ ప్రభుత్వం అప్రమత్తమైంది. యంత్రాంగాన్ని సన్నద్ధం చేసిన సీఎం రేవంత్ రెడ్డి జిల్లా కలెక్టర్లతో టెలికాన్ఫరెన్స్ నిర్వహించారు. ఉమ్మడి ఖమ్మం, నల్గొండ, మహబూబ్‌నగర్ జిల్లాల్లో భారీ వర్షాలు కురుస్తాయన్న హెచ్చరికల నేపథ్యంలో ముందస్తు చర్యలు చేపట్టాలని ఆదేశించారు. <box>970 1525 1211 1627</box>
color-swatch <box>958 6 968 15</box>
color-swatch <box>480 2444 490 2453</box>
color-swatch <box>491 2444 500 2453</box>
svg-text:0 1 0 1 1 0 0 1 0 0 1: 0 1 0 1 1 0 0 1 0 0 1 <box>1358 224 1463 235</box>
color-swatch <box>1000 6 1010 15</box>
cji-body-part1 <box>970 1074 1211 1339</box>
color-swatch <box>156 2381 170 2394</box>
color-swatch <box>731 2381 746 2394</box>
continued-label-2: తరువాయి <box>1039 130 1085 144</box>
continued-from-tag <box>486 344 945 361</box>
editorial-headline: నటులు కులదైవాలా <box>149 153 338 182</box>
color-swatch <box>578 2381 592 2394</box>
continued-from-tag <box>970 509 1465 526</box>
paragraph: రూ.10 కోట్లు ఇవ్వకుంటే మీ కస్టమర్ల డేటా మొత్తం లీక్ చేస్తామని ముందుగా బెదిరించినట్లు సమాచారం. సంస్థ స్పందించకపోవడంతో సర్వర్లను హ్యాక్ చేసి నగదు బదిలీలకు తెగబడ్డారు. వందలాది ఖాతాల్లోకి చిన్న మొత్తాలుగా నిధులను మళ్లించారు. <box>970 609 1211 682</box>
paragraph: సినిమా పరిశ్రమలో కూడా కులాల గోడలు ఉన్నాయన్నది బహిరంగ రహస్యం. అవకాశాల పంపిణీలో, ప్రోత్సాహంలో సామాజిక నేపథ్యాలు పని చేస్తున్నాయన్న విమర్శలు ఉన్నాయి. ప్రతిభకు పట్టం కట్టే సంస్కృతి పెరిగితేనే పరిశ్రమ ఆరోగ్యంగా ఎదుగుతుంది. కొత్త ప్రతిభావంతులకు ద్వారాలు తెరుచుకుంటాయి. <box>35 717 451 777</box>
montha-lead-body <box>486 146 945 252</box>
color-swatch <box>1035 2381 1049 2394</box>
issue-date: 28-10-2025 <box>1054 12 1286 49</box>
paragraph: సుప్రీంకోర్టులో పలు కీలక తీర్పుల్లో ఆయన భాగస్వామిగా ఉన్నారు. ఆర్టికల్ 370 రద్దు, ఎన్నికల బాండ్ల వంటి కేసుల విచారణలో పాల్గొన్నారు. న్యాయవ్యవస్థలో సంస్కరణలకు ఆయన కృషి చేశారని న్యాయవర్గాలు పేర్కొంటున్నాయి. <box>970 1280 1211 1337</box>
masthead-wing-icon <box>313 20 328 38</box>
color-swatch <box>1311 2381 1325 2394</box>
continued-label: మొదటి పేజీ <box>982 1053 1035 1068</box>
svg-text:1 0 1 1 0 0 1: 1 0 1 1 0 0 1 <box>1207 158 1272 169</box>
farmers-headline-line2: కొనుగోలు చేయాలి: సీఎం రేవంత్ <box>970 1931 1283 1961</box>
color-swatch <box>19 5 33 17</box>
paragraph: దేశంలో డిజిటల్ లావాదేవీలు పెరుగుతున్న కొద్దీ సైబర్ దాడుల ముప్పూ పెరుగుతోందని, సంస్థలు సైబర్ భద్రతపై పెట్టుబడులు పెంచాలని నిపుణులు హెచ్చరిస్తున్నారు. గతంలోనూ పలు సంస్థలపై ఇలాంటి దాడులు జరిగాయని గుర్తు చేస్తున్నారు. <box>970 852 1211 924</box>
color-swatch <box>1080 2381 1094 2394</box>
color-swatch <box>1065 2381 1079 2394</box>
color-swatch <box>36 2381 50 2394</box>
